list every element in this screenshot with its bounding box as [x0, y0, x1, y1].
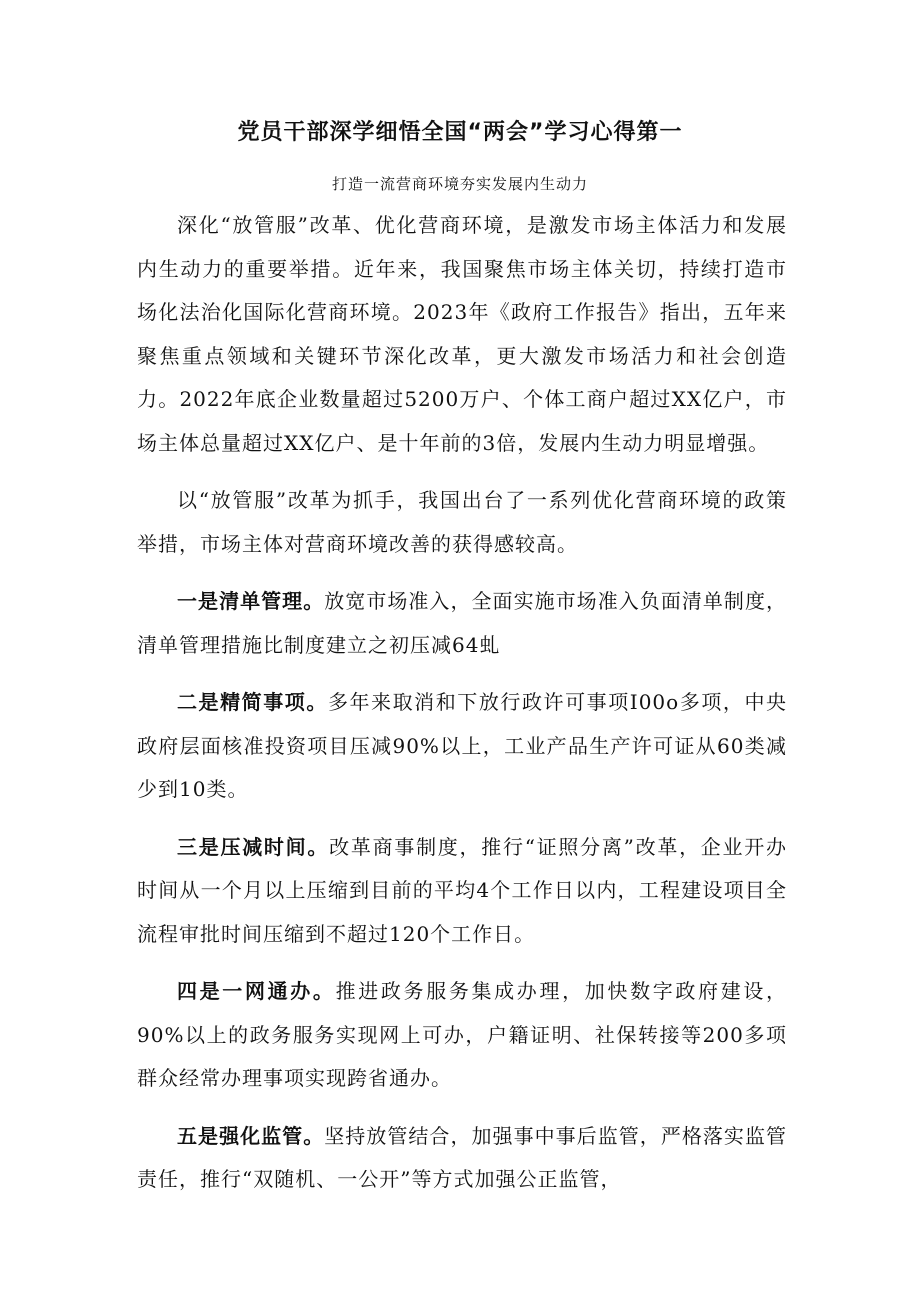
paragraph-lead: 三是压减时间。 — [177, 834, 330, 859]
document-subtitle: 打造一流营商环境夯实发展内生动力 — [331, 175, 588, 193]
paragraph-point-2 — [137, 681, 787, 812]
paragraph-point-3 — [137, 826, 787, 957]
paragraph-lead: 一是清单管理。 — [177, 589, 325, 613]
paragraph-lead: 四是一网通办。 — [177, 979, 336, 1003]
paragraph-intro — [137, 204, 787, 465]
paragraph-text: 以“放管服”改革为抓手，我国出台了一系列优化营商环境的政策举措，市场主体对营商环境改善的获得感较高。 — [137, 488, 787, 556]
paragraph-point-1 — [137, 580, 787, 667]
paragraph-lead: 二是精简事项。 — [177, 690, 328, 714]
paragraph-text: 多年来取消和下放行政许可事项I00o多项，中央政府层面核准投资项目压减90%以上，工业产品生产许可证从60类减少到10类。 — [137, 690, 788, 801]
paragraph-text: 推进政务服务集成办理，加快数字政府建设，90%以上的政务服务实现网上可办，户籍证明、社保转接等200多项群众经常办理事项实现跨省通办。 — [137, 979, 788, 1090]
paragraph-point-5 — [137, 1115, 787, 1202]
document-title: 党员干部深学细悟全国“两会”学习心得第一 — [237, 120, 683, 145]
paragraph-text: 坚持放管结合，加强事中事后监管，严格落实监管责任，推行“双随机、一公开”等方式加强公正监管， — [137, 1123, 787, 1191]
paragraph-point-4 — [137, 970, 787, 1101]
paragraph-overview — [137, 479, 787, 566]
document-body — [137, 204, 787, 1216]
paragraph-text: 深化“放管服”改革、优化营商环境，是激发市场主体活力和发展内生动力的重要举措。近年来，我国聚焦市场主体关切，持续打造市场化法治化国际化营商环境。2023年《政府工作报告》指出，五年来聚焦重点领域和关键环节深化改革，更大激发市场活力和社会创造力。2022年底企业数量超过5200万户、个体工商户超过XX亿户，市场主体总量超过XX亿户、是十年前的3倍，发展内生动力明显增强。 — [137, 213, 787, 455]
paragraph-text: 改革商事制度，推行“证照分离”改革，企业开办时间从一个月以上压缩到目前的平均4个工作日以内，工程建设项目全流程审批时间压缩到不超过120个工作日。 — [137, 834, 787, 946]
paragraph-text: 放宽市场准入，全面实施市场准入负面清单制度，清单管理措施比制度建立之初压减64虬 — [137, 589, 787, 657]
paragraph-lead: 五是强化监管。 — [177, 1123, 325, 1148]
